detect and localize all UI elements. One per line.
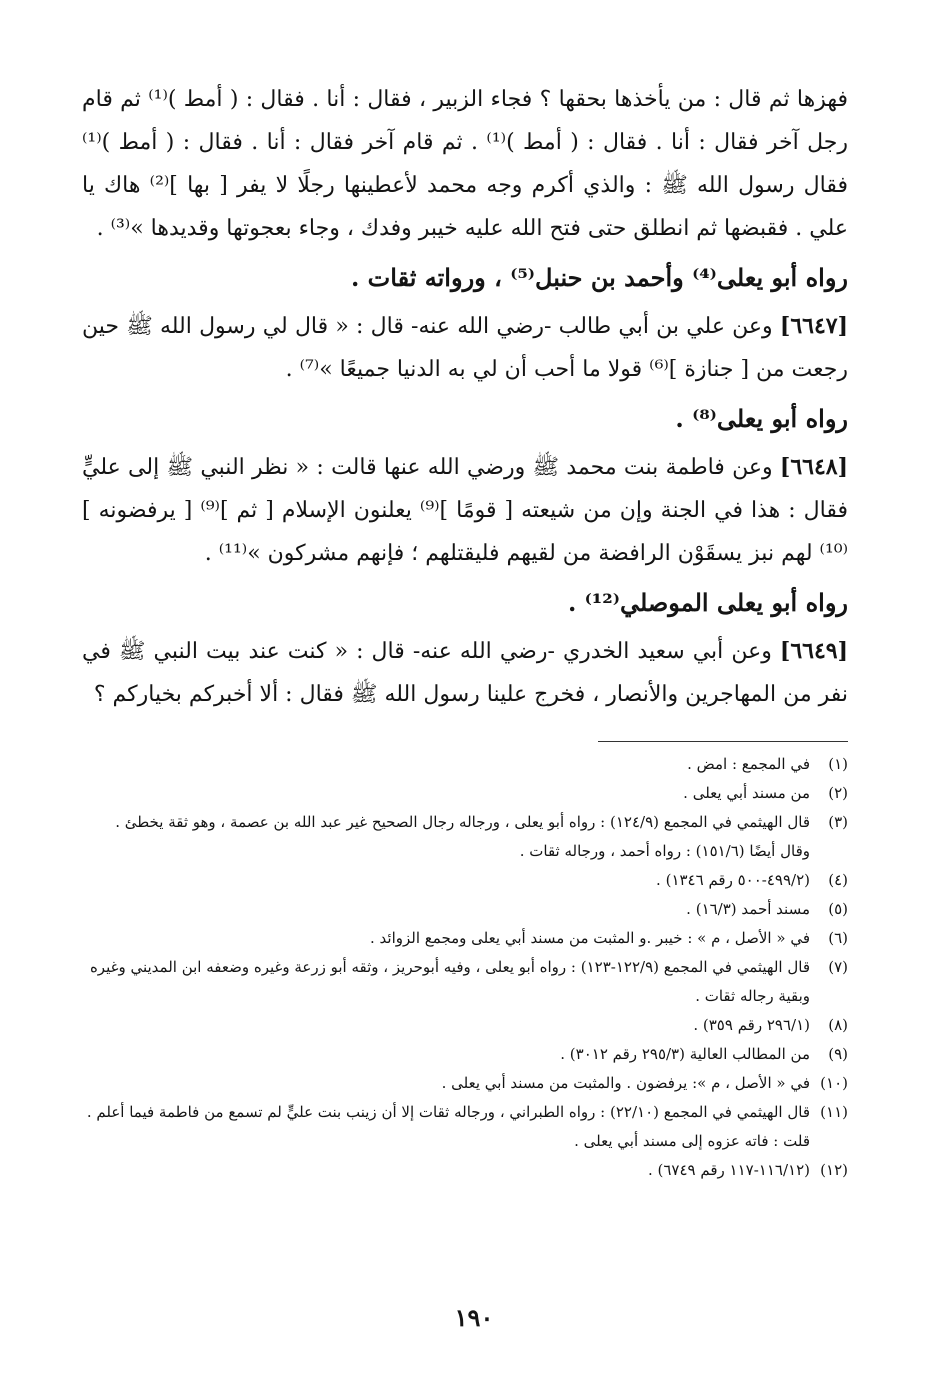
hadith-text: وعن أبي سعيد الخدري -رضي الله عنه- قال : « كنت عند بيت النبي ﷺ في نفر من المهاجرين والأنصار ، فخرج علينا رسول الله ﷺ فقال : ألا أخبركم بخياركم ؟: [82, 639, 848, 707]
footnote: [82, 808, 848, 866]
main-text: [82, 78, 848, 716]
footnote-text: من المطالب العالية (٢٩٥/٣ رقم ٣٠١٢) .: [560, 1045, 810, 1063]
footnote-text: في « الأصل ، م »: يرفضون . والمثبت من مسند أبي يعلى .: [441, 1074, 810, 1092]
footnote-text: (٢٩٦/١ رقم ٣٥٩) .: [693, 1016, 810, 1034]
narration-line: رواه أبو يعلى الموصلي⁽¹²⁾ .: [567, 588, 848, 617]
footnote-text: (٤٩٩/٢-٥٠٠ رقم ١٣٤٦) .: [656, 871, 810, 889]
footnote-text: (١١٦/١٢-١١٧ رقم ٦٧٤٩) .: [647, 1161, 810, 1179]
page-number: ١٩٠: [454, 1303, 494, 1332]
footnote-number: (٤): [828, 871, 848, 889]
hadith-6647: [82, 305, 848, 391]
footnote: [82, 779, 848, 808]
footnotes: [82, 750, 848, 1185]
footnote-number: (٣): [828, 813, 848, 831]
footnote-text: قلت : فاته عزوه إلى مسند أبي يعلى .: [574, 1132, 810, 1150]
hadith-6649: [82, 630, 848, 716]
footnote-divider: [598, 741, 848, 742]
hadith-number: [٦٦٤٧]: [779, 313, 848, 339]
footnote-continuation: [82, 1127, 848, 1156]
footnote-text: في « الأصل ، م » : خيبر .و المثبت من مسند أبي يعلى ومجمع الزوائد .: [370, 929, 810, 947]
footnote-number: (١): [828, 755, 848, 773]
footnote: [82, 866, 848, 895]
footnote-number: (٨): [828, 1016, 848, 1034]
footnote: [82, 924, 848, 953]
footnote-number: (١١): [820, 1103, 848, 1121]
footnote: [82, 1098, 848, 1127]
footnote-number: (٢): [828, 784, 848, 802]
footnote-text: قال الهيثمي في المجمع (١٢٢/٩-١٢٣) : رواه أبو يعلى ، وفيه أبوحريز ، وثقه أبو زرعة وغيره وضعفه ابن المديني وغيره وبقية رجاله ثقات .: [89, 958, 810, 1005]
footnote-number: (٧): [828, 958, 848, 976]
footnote-text: في المجمع : امض .: [687, 755, 810, 773]
footnote-number: (٩): [828, 1045, 848, 1063]
hadith-text: فهزها ثم قال : من يأخذها بحقها ؟ فجاء الزبير ، فقال : أنا . فقال : ( أمط )⁽¹⁾ ثم قام رجل آخر فقال : أنا . فقال : ( أمط )⁽¹⁾ . ثم قام آخر فقال : أنا . فقال : ( أمط )⁽¹⁾ فقال رسول الله ﷺ : والذي أكرم وجه محمد لأعطينها رجلًا لا يفر [ بها ]⁽²⁾ هاك يا علي . فقبضها ثم انطلق حتى فتح الله عليه خيبر وفدك ، وجاء بعجوتها وقديدها »⁽³⁾ .: [82, 87, 849, 241]
footnote: [82, 1156, 848, 1185]
footnote: [82, 953, 848, 1011]
footnote-text: قال الهيثمي في المجمع (٢٢/١٠) : رواه الطبراني ، ورجاله ثقات إلا أن زينب بنت عليٍّ لم تسمع من فاطمة فيما أعلم .: [86, 1103, 810, 1121]
hadith-number: [٦٦٤٨]: [779, 454, 848, 480]
footnote-number: (١٢): [820, 1161, 848, 1179]
footnote-number: (٥): [828, 900, 848, 918]
footnote: [82, 1040, 848, 1069]
footnote-text: مسند أحمد (١٦/٣) .: [686, 900, 810, 918]
hadith-text: وعن فاطمة بنت محمد ﷺ ورضي الله عنها قالت : « نظر النبي ﷺ إلى عليٍّ فقال : هذا في الجنة وإن من شيعته [ قومًا ]⁽⁹⁾ يعلنون الإسلام [ ثم ]⁽⁹⁾ [ يرفضونه ]⁽¹⁰⁾ لهم نبز يسقَوْن الرافضة من لقيهم فليقتلهم ؛ فإنهم مشركون »⁽¹¹⁾ .: [82, 455, 848, 566]
footnote: [82, 750, 848, 779]
narration-line: رواه أبو يعلى⁽⁸⁾ .: [675, 404, 848, 433]
footnote: [82, 1069, 848, 1098]
footnote-text: من مسند أبي يعلى .: [683, 784, 810, 802]
hadith-number: [٦٦٤٩]: [779, 638, 848, 664]
footnote-number: (٦): [828, 929, 848, 947]
footnote: [82, 895, 848, 924]
narration-line: رواه أبو يعلى⁽⁴⁾ وأحمد بن حنبل⁽⁵⁾ ، ورواته ثقات .: [350, 263, 848, 292]
footnote-text: قال الهيثمي في المجمع (١٢٤/٩) : رواه أبو يعلى ، ورجاله رجال الصحيح غير عبد الله بن عصمة ، وهو ثقة يخطئ . وقال أيضًا (١٥١/٦) : رواه أحمد ، ورجاله ثقات .: [115, 813, 810, 860]
footnote: [82, 1011, 848, 1040]
footnote-number: (١٠): [820, 1074, 848, 1092]
hadith-text: وعن علي بن أبي طالب -رضي الله عنه- قال : « قال لي رسول الله ﷺ حين رجعت من [ جنازة ]⁽⁶⁾ قولا ما أحب أن لي به الدنيا جميعًا »⁽⁷⁾ .: [82, 314, 848, 382]
hadith-6648: [82, 446, 848, 575]
